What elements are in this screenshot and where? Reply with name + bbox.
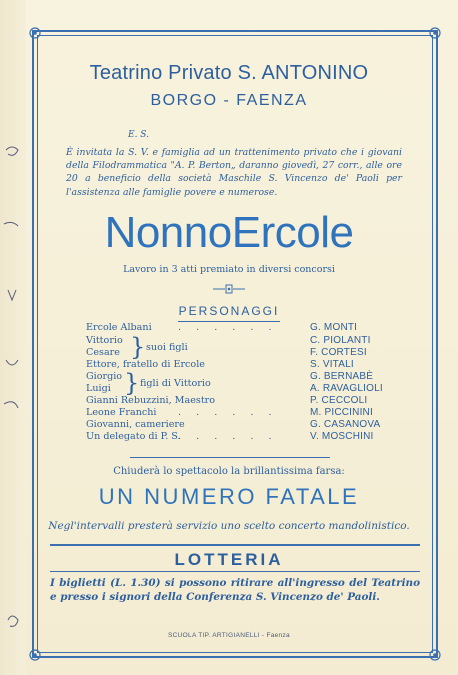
cast-dots: . . . . . . <box>178 322 278 333</box>
theatre-name: Teatrino Privato S. ANTONINO <box>89 62 369 84</box>
printer-credit: SCUOLA TIP. ARTIGIANELLI - Faenza <box>168 632 290 639</box>
cast-actor: G. BERNABÈ <box>310 371 374 382</box>
cast-dots: . . . . . . <box>178 431 278 442</box>
cast-role: Luigi <box>86 383 111 394</box>
cast-role: Giovanni, cameriere <box>86 419 185 430</box>
divider-ornament <box>211 283 247 295</box>
cast-actor: V. MOSCHINI <box>310 431 374 442</box>
cast-actor: A. RAVAGLIOLI <box>310 383 383 394</box>
lottery-rule-top <box>50 544 420 546</box>
corner-ornament-top-right <box>426 24 444 42</box>
salutation: E. S. <box>128 130 149 140</box>
farce-title: UN NUMERO FATALE <box>98 484 360 509</box>
cast-role: Cesare <box>86 347 120 358</box>
cast-heading: PERSONAGGI <box>178 304 280 318</box>
lottery-rule-bottom <box>50 571 420 572</box>
lottery-text: I biglietti (L. 1.30) si possono ritirare all'ingresso del Teatrino e presso i signori della Conferenza S. Vincenzo de' Paoli. <box>50 577 420 603</box>
cast-role: Gianni Rebuzzini, Maestro <box>86 395 216 406</box>
corner-ornament-bottom-right <box>426 646 444 664</box>
cast-actor: S. VITALI <box>310 359 354 370</box>
brace-label-grandsons: figli di Vittorio <box>140 378 211 389</box>
cast-role: Vittorio <box>86 335 123 346</box>
cast-actor: G. MONTI <box>310 322 358 333</box>
cast-role: Ettore, fratello di Ercole <box>86 359 205 370</box>
brace-label-sons: suoi figli <box>146 342 188 353</box>
brace-grandsons: } <box>124 369 140 397</box>
cast-actor: G. CASANOVA <box>310 419 381 430</box>
cast-actor: P. CECCOLI <box>310 395 368 406</box>
play-title: NonnoErcole <box>104 208 354 257</box>
cast-actor: M. PICCININI <box>310 407 373 418</box>
brace-sons: } <box>130 333 146 361</box>
theatre-location: BORGO - FAENZA <box>150 92 308 109</box>
separator-rule <box>130 457 330 458</box>
lottery-title: LOTTERIA <box>174 550 284 569</box>
cast-role: Giorgio <box>86 371 123 382</box>
cast-role: Ercole Albani <box>86 322 152 333</box>
play-subtitle: Lavoro in 3 atti premiato in diversi concorsi <box>123 264 335 275</box>
cast-actor: F. CORTESI <box>310 347 367 358</box>
corner-ornament-bottom-left <box>26 646 44 664</box>
farce-intro: Chiuderà lo spettacolo la brillantissima farsa: <box>113 466 345 477</box>
intervals-note: Negl'intervalli presterà servizio uno scelto concerto mandolinistico. <box>48 520 410 532</box>
cast-actor: C. PIOLANTI <box>310 335 371 346</box>
cast-role: Leone Franchi <box>86 407 157 418</box>
corner-ornament-top-left <box>26 24 44 42</box>
invitation-text: È invitata la S. V. e famiglia ad un trattenimento privato che i giovani della Filodrammatica "A. P. Berton„ daranno giovedì, 27 corr., alle ore 20 a beneficio della società Maschile S. Vincenzo de' Paoli per l'assistenza alle famiglie povere e numerose. <box>66 147 402 198</box>
cast-role: Un delegato di P. S. <box>86 431 181 442</box>
cast-dots: . . . . . . <box>178 407 278 418</box>
